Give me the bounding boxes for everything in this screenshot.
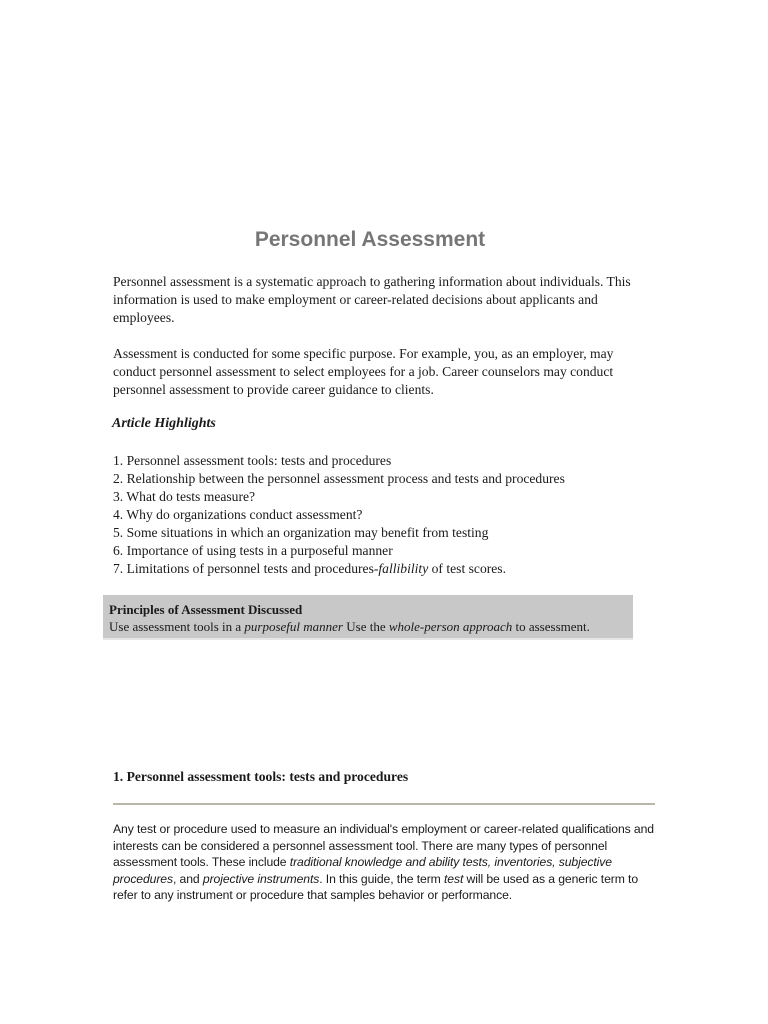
principles-box <box>103 595 633 640</box>
highlight-item: 5. Some situations in which an organization may benefit from testing <box>113 525 489 540</box>
highlight-item <box>113 560 673 578</box>
principles-title: Principles of Assessment Discussed <box>109 602 303 617</box>
principles-emphasis: whole-person approach <box>388 619 513 634</box>
principles-text <box>109 619 590 634</box>
section-1-emphasis: projective instruments <box>202 871 320 886</box>
highlight-item: 1. Personnel assessment tools: tests and procedures <box>113 453 392 468</box>
section-1-emphasis: traditional knowledge and ability tests, inventories, subjective procedures <box>113 855 612 886</box>
section-1-text: . In this guide, the term <box>319 871 444 886</box>
section-1-text: Any test or procedure used to measure an individual's employment or career-related qualifications and interests can be considered a personnel assessment tool. There are many types of personnel assessment tools. These include <box>113 822 654 869</box>
principles-text-part: to assessment. <box>512 619 590 634</box>
highlight-item-7-emphasis: fallibility <box>378 561 429 576</box>
section-1-body <box>113 821 661 904</box>
intro-paragraph-2: Assessment is conducted for some specific purpose. For example, you, as an employer, may conduct personnel assessment to select employees for a job. Career counselors may conduct personnel assessment to provide career guidance to clients. <box>113 346 614 397</box>
highlights-list <box>113 452 673 578</box>
highlight-item: 4. Why do organizations conduct assessment? <box>113 507 363 522</box>
highlight-item: 2. Relationship between the personnel assessment process and tests and procedures <box>113 471 565 486</box>
intro-paragraph-1: Personnel assessment is a systematic approach to gathering information about individuals. This information is used to make employment or career-related decisions about applicants and employees. <box>113 274 631 325</box>
section-1-text: , and <box>172 871 203 886</box>
highlights-heading: Article Highlights <box>112 416 216 431</box>
principles-emphasis: purposeful manner <box>244 619 343 634</box>
section-1-text: will be used as a generic term to refer to any instrument or procedure that samples behavior or performance. <box>113 871 639 902</box>
page-title: Personnel Assessment <box>254 228 486 251</box>
section-divider <box>113 803 655 805</box>
highlight-item-7-suffix: of test scores. <box>428 561 507 576</box>
highlight-item: 6. Importance of using tests in a purposeful manner <box>113 543 393 558</box>
highlight-item: 3. What do tests measure? <box>113 489 256 504</box>
highlight-item-7-prefix: 7. Limitations of personnel tests and procedures- <box>113 561 379 576</box>
section-1-heading: 1. Personnel assessment tools: tests and procedures <box>113 769 409 784</box>
principles-text-part: Use the <box>343 619 389 634</box>
section-1-emphasis: test <box>444 871 464 886</box>
principles-text-part: Use assessment tools in a <box>109 619 245 634</box>
